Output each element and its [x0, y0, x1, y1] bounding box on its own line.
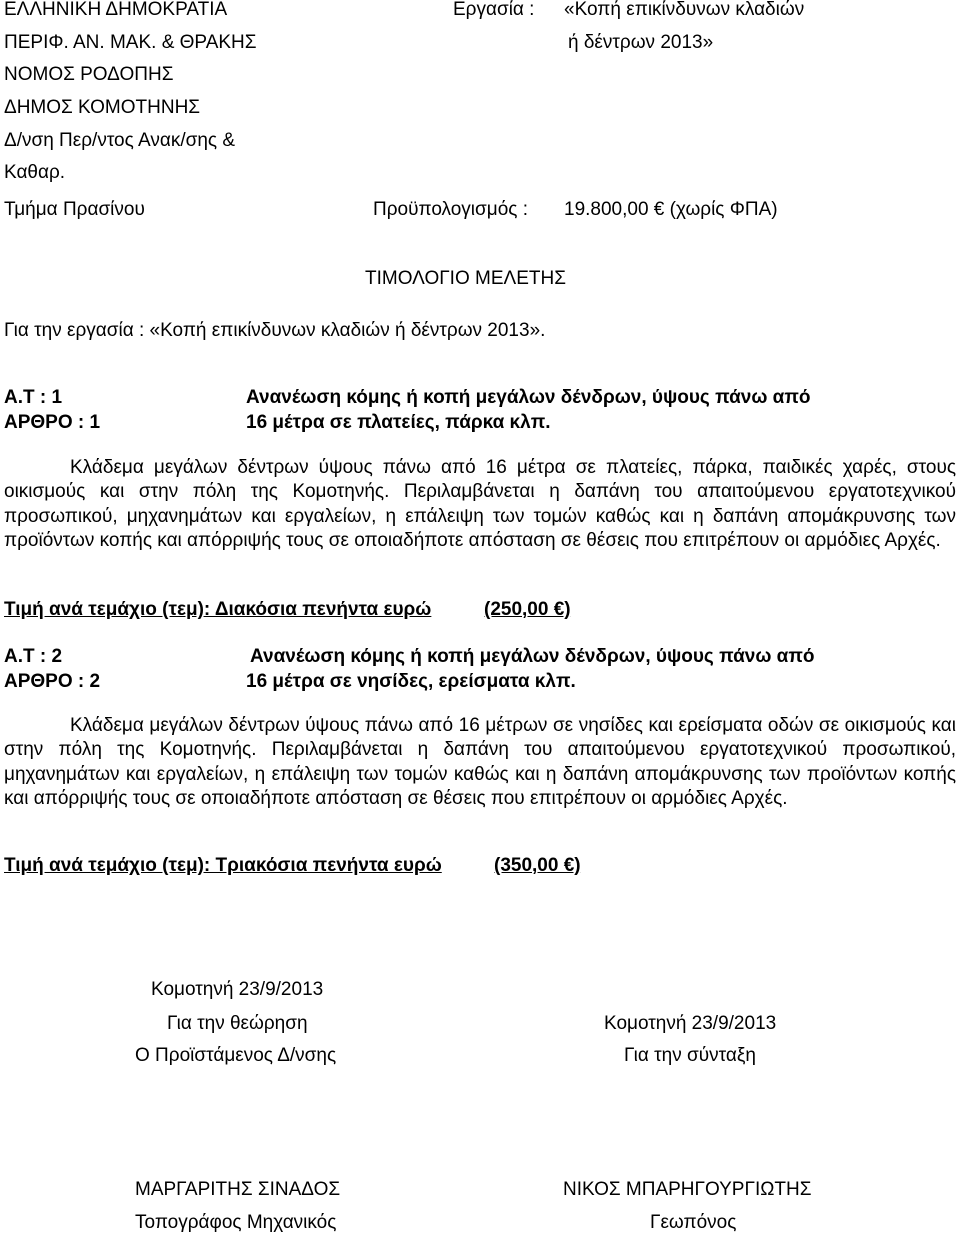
article2-number: ΑΡΘΡΟ : 2	[4, 671, 101, 692]
header-line-department: Τμήμα Πρασίνου	[4, 199, 145, 220]
article1-code: Α.Τ : 1	[4, 387, 63, 408]
article2-heading-line1: Ανανέωση κόμης ή κοπή μεγάλων δένδρων, ύψους πάνω από	[250, 646, 815, 667]
header-line-state: ΕΛΛΗΝΙΚΗ ΔΗΜΟΚΡΑΤΙΑ	[4, 0, 228, 20]
sign-right-role: Για την σύνταξη	[624, 1045, 756, 1066]
article2-price-value: (350,00 €)	[494, 855, 581, 876]
sign-left-title: Ο Προϊστάμενος Δ/νσης	[135, 1045, 337, 1066]
sign-left-name: ΜΑΡΓΑΡΙΤΗΣ ΣΙΝΑΔΟΣ	[135, 1179, 341, 1200]
article1-price-value: (250,00 €)	[484, 599, 571, 620]
sign-right-name: ΝΙΚΟΣ ΜΠΑΡΗΓΟΥΡΓΙΩΤΗΣ	[563, 1179, 812, 1200]
header-line-region: ΠΕΡΙΦ. ΑΝ. ΜΑΚ. & ΘΡΑΚΗΣ	[4, 32, 257, 53]
budget-label: Προϋπολογισμός :	[373, 199, 528, 220]
article1-description-text: Κλάδεμα μεγάλων δέντρων ύψους πάνω από 16 μέτρα σε πλατείες, πάρκα, παιδικές χαρές, στους οικισμούς και στην πόλη της Κομοτηνής. Περιλαμβάνεται η δαπάνη του απαιτούμενου εργατοτεχνικού προσωπικού, μηχανημάτων και εργαλείων, η επάλειψη των τομών καθώς και η δαπάνη απομάκρυνσης των προϊόντων κοπής και απόρριψής τους σε οποιαδήποτε απόσταση σε θέσεις που επιτρέπουν οι αρμόδιες Αρχές.	[4, 457, 956, 552]
budget-value: 19.800,00 € (χωρίς ΦΠΑ)	[564, 199, 778, 220]
article1-number: ΑΡΘΡΟ : 1	[4, 412, 101, 433]
article1-description	[4, 456, 956, 554]
article2-heading-line2: 16 μέτρα σε νησίδες, ερείσματα κλπ.	[246, 671, 576, 692]
document-title: ΤΙΜΟΛΟΓΙΟ ΜΕΛΕΤΗΣ	[365, 268, 566, 289]
work-title-line2: ή δέντρων 2013»	[568, 32, 714, 53]
article2-description-text: Κλάδεμα μεγάλων δέντρων ύψους πάνω από 16 μέτρων σε νησίδες και ερείσματα οδών σε οικισμούς και στην πόλη της Κομοτηνής. Περιλαμβάνεται η δαπάνη του απαιτούμενου εργατοτεχνικού προσωπικού, μηχανημάτων και εργαλείων, η επάλειψη των τομών καθώς και η δαπάνη απομάκρυνσης των προϊόντων κοπής και απόρριψής τους σε οποιαδήποτε απόσταση σε θέσεις που επιτρέπουν οι αρμόδιες Αρχές.	[4, 715, 956, 810]
article1-price-text: Τιμή ανά τεμάχιο (τεμ): Διακόσια πενήντα ευρώ	[4, 599, 432, 620]
article2-code: Α.Τ : 2	[4, 646, 63, 667]
work-title-line1: «Κοπή επικίνδυνων κλαδιών	[564, 0, 805, 20]
header-line-directorate: Δ/νση Περ/ντος Ανακ/σης &	[4, 130, 236, 151]
sign-left-date: Κομοτηνή 23/9/2013	[151, 979, 324, 1000]
sign-left-profession: Τοπογράφος Μηχανικός	[135, 1212, 337, 1233]
article1-heading-line2: 16 μέτρα σε πλατείες, πάρκα κλπ.	[246, 412, 551, 433]
article1-heading-line1: Ανανέωση κόμης ή κοπή μεγάλων δένδρων, ύψους πάνω από	[246, 387, 811, 408]
work-label: Εργασία :	[453, 0, 535, 20]
article2-price-text: Τιμή ανά τεμάχιο (τεμ): Τριακόσια πενήντα ευρώ	[4, 855, 442, 876]
header-line-municipality: ΔΗΜΟΣ ΚΟΜΟΤΗΝΗΣ	[4, 97, 201, 118]
sign-left-role: Για την θεώρηση	[167, 1013, 308, 1034]
header-line-directorate-cont: Καθαρ.	[4, 162, 66, 183]
header-line-prefecture: ΝΟΜΟΣ ΡΟΔΟΠΗΣ	[4, 64, 174, 85]
sign-right-date: Κομοτηνή 23/9/2013	[604, 1013, 777, 1034]
article2-description	[4, 714, 956, 812]
sign-right-profession: Γεωπόνος	[650, 1212, 737, 1233]
document-subtitle: Για την εργασία : «Κοπή επικίνδυνων κλαδιών ή δέντρων 2013».	[4, 320, 546, 341]
